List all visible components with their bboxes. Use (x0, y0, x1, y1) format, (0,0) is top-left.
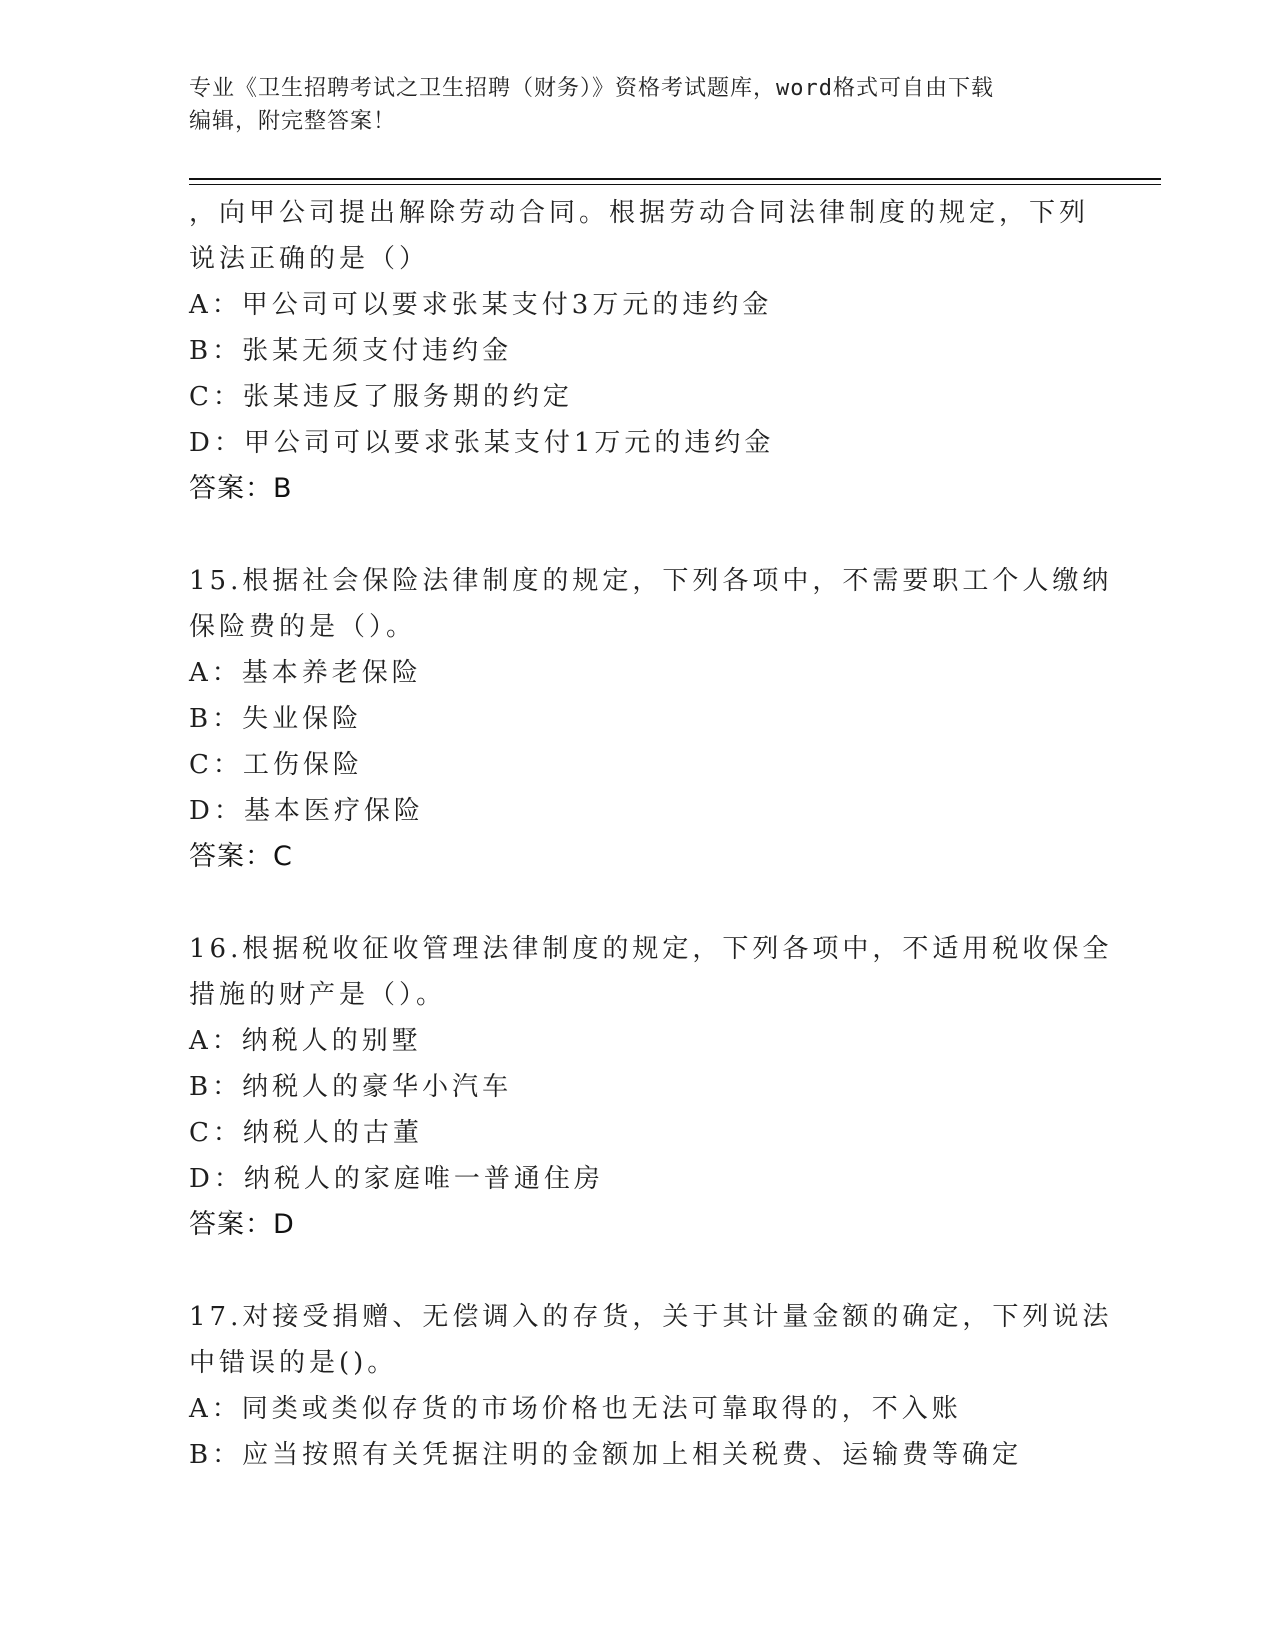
option-b: B：纳税人的豪华小汽车 (189, 1072, 513, 1102)
option-d: D：甲公司可以要求张某支付1万元的违约金 (189, 428, 775, 458)
option-a: A：纳税人的别墅 (189, 1026, 422, 1056)
document-header (189, 72, 1089, 138)
option-b: B：应当按照有关凭据注明的金额加上相关税费、运输费等确定 (189, 1440, 1023, 1470)
question-16 (189, 926, 1113, 1248)
option-c: C：张某违反了服务期的约定 (189, 382, 573, 412)
spacer (189, 880, 1089, 926)
question-text-line: 16.根据税收征收管理法律制度的规定，下列各项中，不适用税收保全 (189, 934, 1113, 964)
spacer (189, 512, 1089, 558)
answer: 答案：B (189, 473, 293, 504)
question-text-line: 17.对接受捐赠、无偿调入的存货，关于其计量金额的确定，下列说法 (189, 1302, 1113, 1332)
question-text-line: 说法正确的是（） (189, 244, 430, 274)
question-text-line: 15.根据社会保险法律制度的规定，下列各项中，不需要职工个人缴纳 (189, 566, 1113, 596)
header-line-1: 专业《卫生招聘考试之卫生招聘（财务）》资格考试题库，word格式可自由下载 (189, 76, 994, 101)
option-a: A：基本养老保险 (189, 658, 422, 688)
question-17 (189, 1294, 1113, 1478)
question-15 (189, 558, 1113, 880)
option-c: C：纳税人的古董 (189, 1118, 423, 1148)
header-rule-thin (189, 184, 1161, 185)
question-14 (189, 190, 1089, 512)
header-line-2: 编辑，附完整答案！ (189, 109, 397, 134)
option-b: B：失业保险 (189, 704, 363, 734)
option-d: D：基本医疗保险 (189, 796, 424, 826)
option-a: A：甲公司可以要求张某支付3万元的违约金 (189, 290, 773, 320)
question-text-line: 保险费的是（）。 (189, 612, 417, 642)
option-b: B：张某无须支付违约金 (189, 336, 513, 366)
question-text-line: 中错误的是()。 (189, 1348, 398, 1378)
option-d: D：纳税人的家庭唯一普通住房 (189, 1164, 604, 1194)
question-text-line: 措施的财产是（）。 (189, 980, 447, 1010)
question-text-line: ，向甲公司提出解除劳动合同。根据劳动合同法律制度的规定，下列 (189, 198, 1090, 228)
document-body (189, 190, 1113, 1478)
option-c: C：工伤保险 (189, 750, 363, 780)
answer: 答案：C (189, 841, 293, 872)
header-rule-thick (189, 178, 1161, 180)
answer: 答案：D (189, 1209, 295, 1240)
spacer (189, 1248, 1089, 1294)
option-a: A：同类或类似存货的市场价格也无法可靠取得的，不入账 (189, 1394, 962, 1424)
